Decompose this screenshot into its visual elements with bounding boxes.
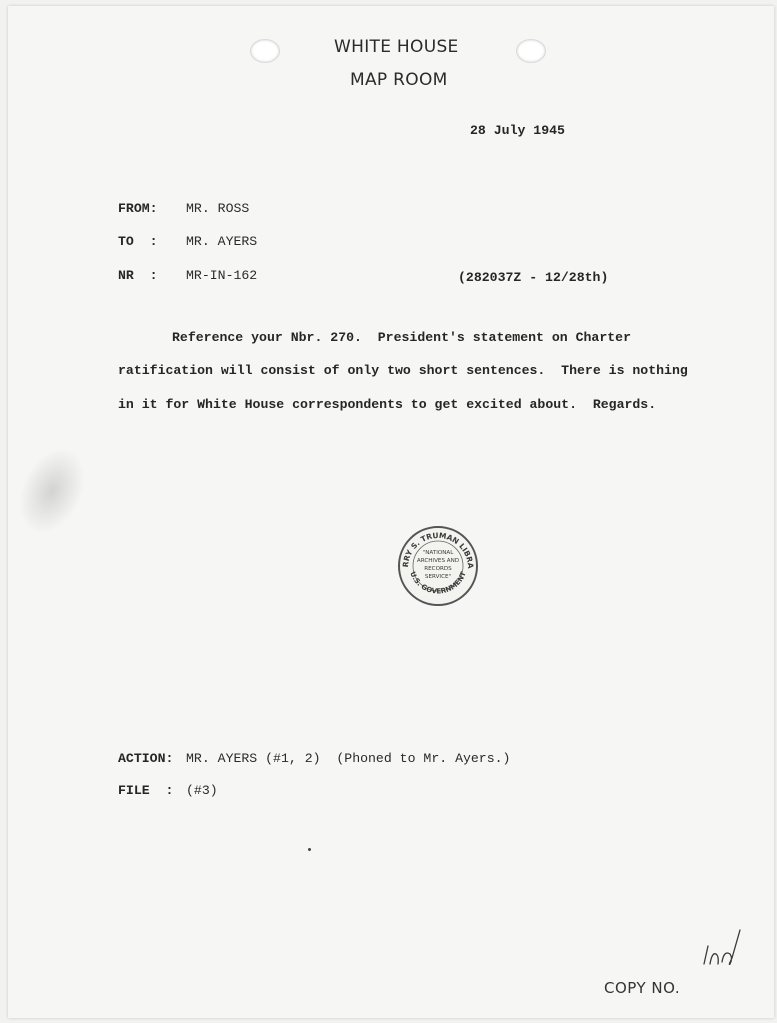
action-value: MR. AYERS (#1, 2) (Phoned to Mr. Ayers.) xyxy=(186,751,511,766)
archive-stamp-seal xyxy=(396,524,480,608)
letterhead-line-2: MAP ROOM xyxy=(350,70,448,90)
archive-stamp xyxy=(396,524,480,608)
nr-value: MR-IN-162 xyxy=(186,268,258,283)
handwritten-initials xyxy=(700,924,750,970)
svg-text:HARRY S. TRUMAN LIBRARY: RRY S. TRUMAN LIBRA xyxy=(400,530,476,569)
document-page xyxy=(8,6,774,1018)
to-label: TO : xyxy=(118,234,158,249)
punch-hole-right xyxy=(516,39,546,63)
body-line-1: Reference your Nbr. 270. President's statement on Charter xyxy=(172,330,631,345)
action-label: ACTION: xyxy=(118,751,174,766)
file-value: (#3) xyxy=(186,783,218,798)
ink-dot xyxy=(308,848,311,851)
nr-label: NR : xyxy=(118,268,158,283)
to-value: MR. AYERS xyxy=(186,234,258,249)
date: 28 July 1945 xyxy=(470,123,565,138)
stamp-inner-line: SERVICE" xyxy=(424,574,452,580)
letterhead-line-1: WHITE HOUSE xyxy=(334,37,459,57)
svg-text:U.S. GOVERNMENT: U.S. GOVERNMENT xyxy=(408,570,468,596)
smudge-mark xyxy=(8,438,98,545)
from-value: MR. ROSS xyxy=(186,201,250,216)
stamp-inner-line: ARCHIVES AND xyxy=(416,558,460,564)
file-label: FILE : xyxy=(118,783,174,798)
body-line-3: in it for White House correspondents to get excited about. Regards. xyxy=(118,397,657,412)
copy-number-label: COPY NO. xyxy=(604,979,681,997)
stamp-inner-line: RECORDS xyxy=(424,566,452,572)
punch-hole-left xyxy=(250,39,280,63)
body-line-2: ratification will consist of only two short sentences. There is nothing xyxy=(118,363,688,378)
date-time-group: (282037Z - 12/28th) xyxy=(458,270,609,285)
from-label: FROM: xyxy=(118,201,158,216)
stamp-inner-line: "NATIONAL xyxy=(422,550,454,556)
